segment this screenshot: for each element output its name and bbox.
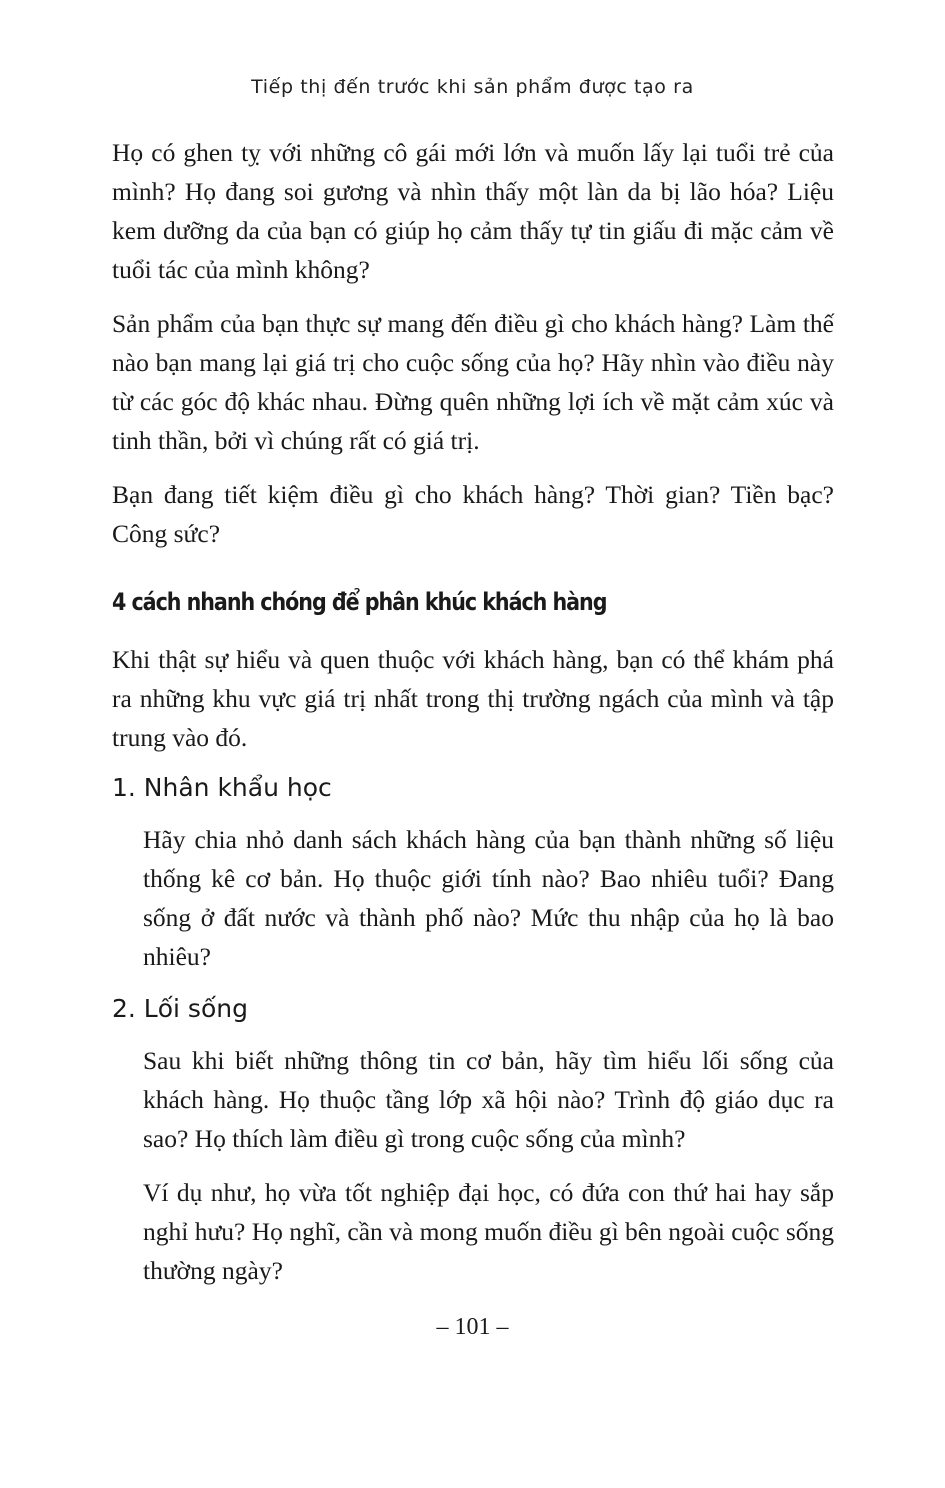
running-header: Tiếp thị đến trước khi sản phẩm được tạo ra (251, 76, 694, 98)
list-item-label: 1. Nhân khẩu học (112, 773, 332, 802)
section-heading: 4 cách nhanh chóng để phân khúc khách hàng (112, 588, 607, 616)
list-item-paragraph: Hãy chia nhỏ danh sách khách hàng của bạn thành những số liệu thống kê cơ bản. Họ thuộc giới tính nào? Bao nhiêu tuổi? Đang sống ở đất nước và thành phố nào? Mức thu nhập của họ là bao nhiêu? (143, 825, 834, 971)
list-item-paragraph: Sau khi biết những thông tin cơ bản, hãy tìm hiểu lối sống của khách hàng. Họ thuộc tầng lớp xã hội nào? Trình độ giáo dục ra sao? Họ thích làm điều gì trong cuộc sống của mình? (143, 1046, 834, 1153)
list-item-label: 2. Lối sống (112, 994, 248, 1023)
section-intro: Khi thật sự hiểu và quen thuộc với khách hàng, bạn có thể khám phá ra những khu vực giá trị nhất trong thị trường ngách của mình và tập trung vào đó. (112, 645, 834, 752)
body-paragraph: Sản phẩm của bạn thực sự mang đến điều gì cho khách hàng? Làm thế nào bạn mang lại giá trị cho cuộc sống của họ? Hãy nhìn vào điều này từ các góc độ khác nhau. Đừng quên những lợi ích về mặt cảm xúc và tinh thần, bởi vì chúng rất có giá trị. (112, 309, 834, 455)
body-paragraph: Họ có ghen tỵ với những cô gái mới lớn và muốn lấy lại tuổi trẻ của mình? Họ đang soi gương và nhìn thấy một làn da bị lão hóa? Liệu kem dưỡng da của bạn có giúp họ cảm thấy tự tin giấu đi mặc cảm về tuổi tác của mình không? (112, 138, 834, 284)
list-item-paragraph: Ví dụ như, họ vừa tốt nghiệp đại học, có đứa con thứ hai hay sắp nghỉ hưu? Họ nghĩ, cần và mong muốn điều gì bên ngoài cuộc sống thường ngày? (143, 1178, 834, 1285)
body-paragraph: Bạn đang tiết kiệm điều gì cho khách hàng? Thời gian? Tiền bạc? Công sức? (112, 480, 834, 548)
page-number: – 101 – (436, 1314, 509, 1340)
